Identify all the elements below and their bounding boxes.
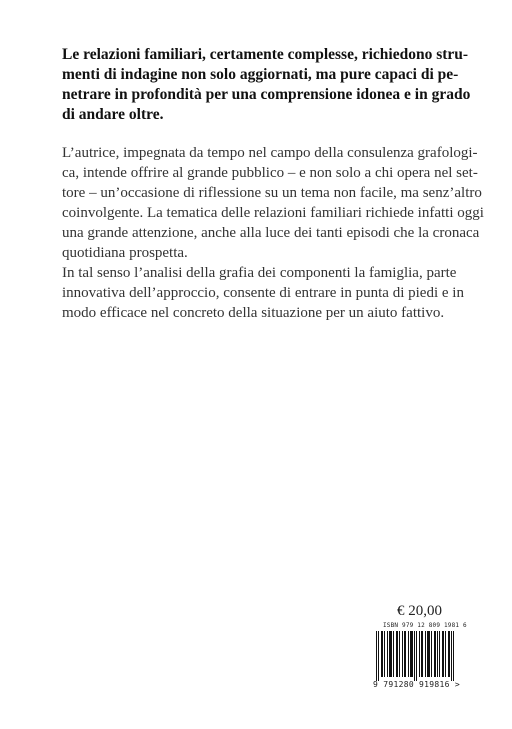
lead-line: netrare in profondità per una comprensione idonea e in grado: [62, 86, 471, 103]
body-line: modo efficace nel concreto della situazione per un aiuto fattivo.: [62, 305, 445, 321]
barcode-digits: 9 791280 919816 >: [373, 680, 460, 689]
barcode-image: [376, 631, 456, 681]
isbn-label: ISBN 979 12 809 1981 6: [383, 622, 467, 629]
body-line: una grande attenzione, anche alla luce dei tanti episodi che la cronaca: [62, 225, 480, 241]
lead-line: di andare oltre.: [62, 106, 164, 123]
body-line: L’autrice, impegnata da tempo nel campo della consulenza grafologi-: [62, 145, 478, 161]
body-line: ca, intende offrire al grande pubblico – e non solo a chi opera nel set-: [62, 165, 478, 181]
body-line: coinvolgente. La tematica delle relazioni familiari richiede infatti oggi: [62, 205, 484, 221]
body-line: quotidiana prospetta.: [62, 245, 188, 261]
lead-line: Le relazioni familiari, certamente complesse, richiedono stru-: [62, 46, 469, 63]
body-line: tore – un’occasione di riflessione su un tema non facile, ma senz’altro: [62, 185, 482, 201]
price-label: € 20,00: [397, 603, 442, 619]
body-line: innovativa dell’approccio, consente di entrare in punta di piedi e in: [62, 285, 464, 301]
lead-line: menti di indagine non solo aggiornati, ma pure capaci di pe-: [62, 66, 459, 83]
body-line: In tal senso l’analisi della grafia dei componenti la famiglia, parte: [62, 265, 457, 281]
